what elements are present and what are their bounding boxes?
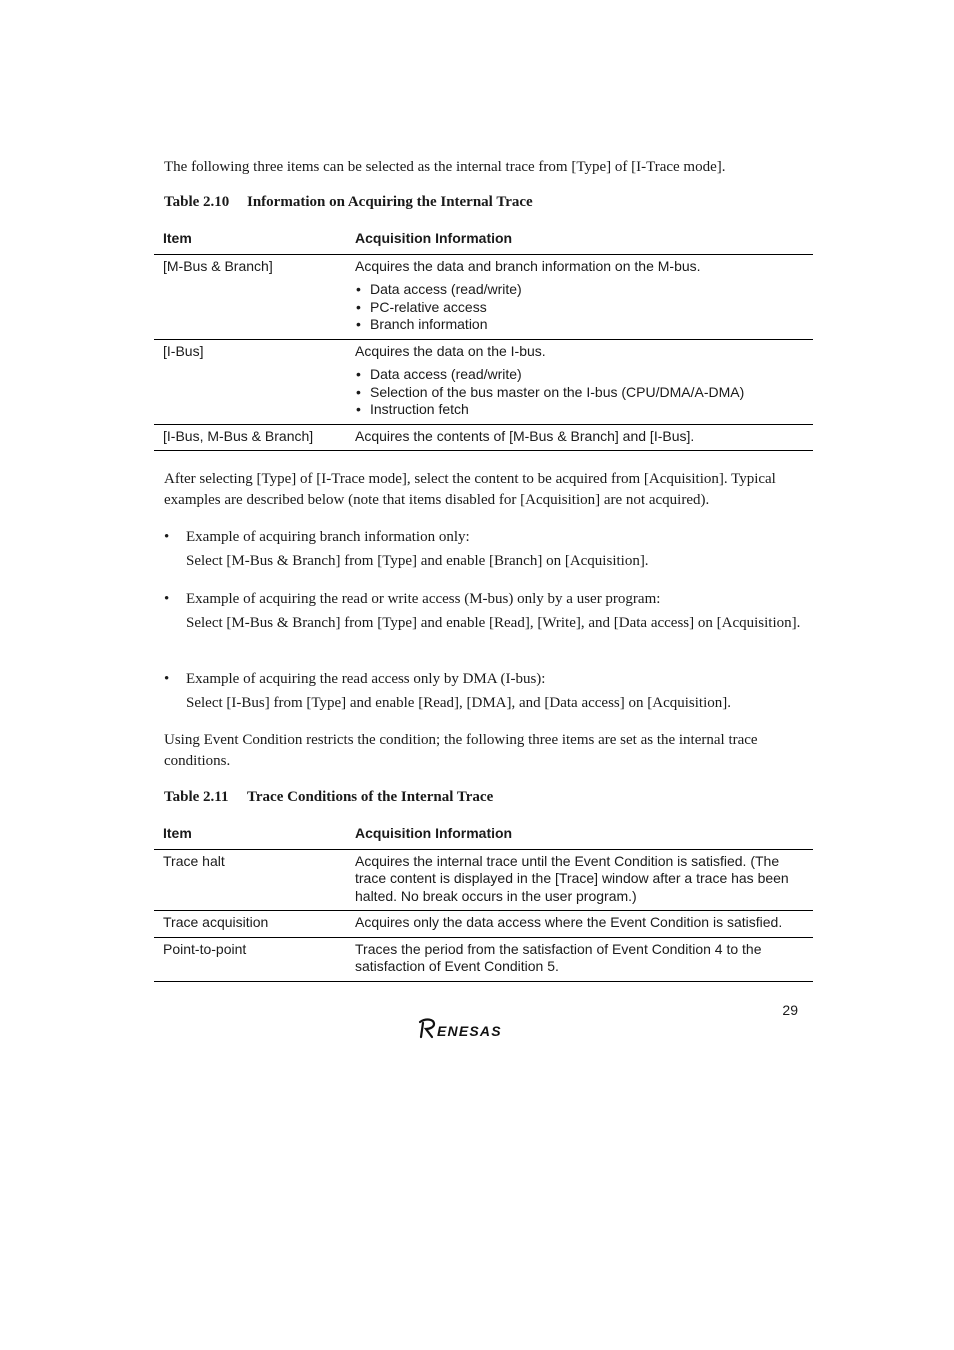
bullet-dot: • [164,591,170,607]
example-title: Example of acquiring the read access only by DMA (I-bus): [186,671,546,687]
row-bullet: • Selection of the bus master on the I-bus (CPU/DMA/A-DMA) [355,384,805,402]
table-title: Information on Acquiring the Internal Trace [247,194,533,210]
table-row [154,254,813,339]
svg-text:ENESAS: ENESAS [437,1023,502,1039]
row-item: Trace halt [154,849,346,911]
renesas-logo [418,1015,542,1041]
example-title: Example of acquiring the read or write access (M-bus) only by a user program: [186,591,661,607]
row-bullet: • Instruction fetch [355,401,805,419]
example-item [164,527,814,572]
row-info [346,254,813,339]
intro-paragraph: The following three items can be selected as the internal trace from [Type] of [I-Trace mode]. [164,159,726,175]
acquisition-paragraph: After selecting [Type] of [I-Trace mode], select the content to be acquired from [Acquisition]. Typical examples are described below (note that items disabled for [Acquisition] are not acquired). [164,471,776,508]
row-info: Acquires the contents of [M-Bus & Branch] and [I-Bus]. [346,424,813,451]
row-info: Acquires only the data access where the Event Condition is satisfied. [346,911,813,938]
row-info: Traces the period from the satisfaction of Event Condition 4 to the satisfaction of Event Condition 5. [346,937,813,981]
example-item [164,669,814,714]
table-number: Table 2.10 [164,194,230,210]
row-info-text: Acquires the data and branch information on the M-bus. [355,257,701,274]
table-title: Trace Conditions of the Internal Trace [247,789,494,805]
trace-conditions-table [154,819,813,982]
table-row [154,339,813,424]
example-item [164,589,814,634]
table-number: Table 2.11 [164,789,229,805]
row-item: [I-Bus] [154,339,346,424]
column-header-info: Acquisition Information [346,224,813,254]
row-item: [I-Bus, M-Bus & Branch] [154,424,346,451]
column-header-item: Item [154,819,346,849]
row-item: Trace acquisition [154,911,346,938]
row-info-text: Acquires the data on the I-bus. [355,342,546,359]
table-row [154,911,813,938]
page-number: 29 [782,1002,798,1018]
row-info [346,339,813,424]
row-bullet: • Branch information [355,316,805,334]
example-title: Example of acquiring branch information only: [186,529,470,545]
table-caption-2-11 [164,789,493,806]
table-row [154,424,813,451]
row-bullet-list [355,366,805,419]
event-condition-paragraph: Using Event Condition restricts the condition; the following three items are set as the internal trace conditions. [164,732,758,769]
row-info: Acquires the internal trace until the Event Condition is satisfied. (The trace content is displayed in the [Trace] window after a trace has been halted. No break occurs in the user program.) [346,849,813,911]
acquisition-info-table [154,224,813,451]
table-row [154,849,813,911]
row-item: Point-to-point [154,937,346,981]
column-header-info: Acquisition Information [346,819,813,849]
row-bullet-list [355,281,805,334]
example-detail: Select [I-Bus] from [Type] and enable [Read], [DMA], and [Data access] on [Acquisition]. [186,695,732,711]
column-header-item: Item [154,224,346,254]
example-detail: Select [M-Bus & Branch] from [Type] and enable [Branch] on [Acquisition]. [186,553,649,569]
table-row [154,937,813,981]
row-item: [M-Bus & Branch] [154,254,346,339]
table-caption-2-10 [164,194,533,211]
row-bullet: • Data access (read/write) [355,366,805,384]
bullet-dot: • [164,671,170,687]
row-bullet: • Data access (read/write) [355,281,805,299]
example-detail: Select [M-Bus & Branch] from [Type] and enable [Read], [Write], and [Data access] on [Acquisition]. [186,615,801,631]
row-bullet: • PC-relative access [355,299,805,317]
bullet-dot: • [164,529,170,545]
